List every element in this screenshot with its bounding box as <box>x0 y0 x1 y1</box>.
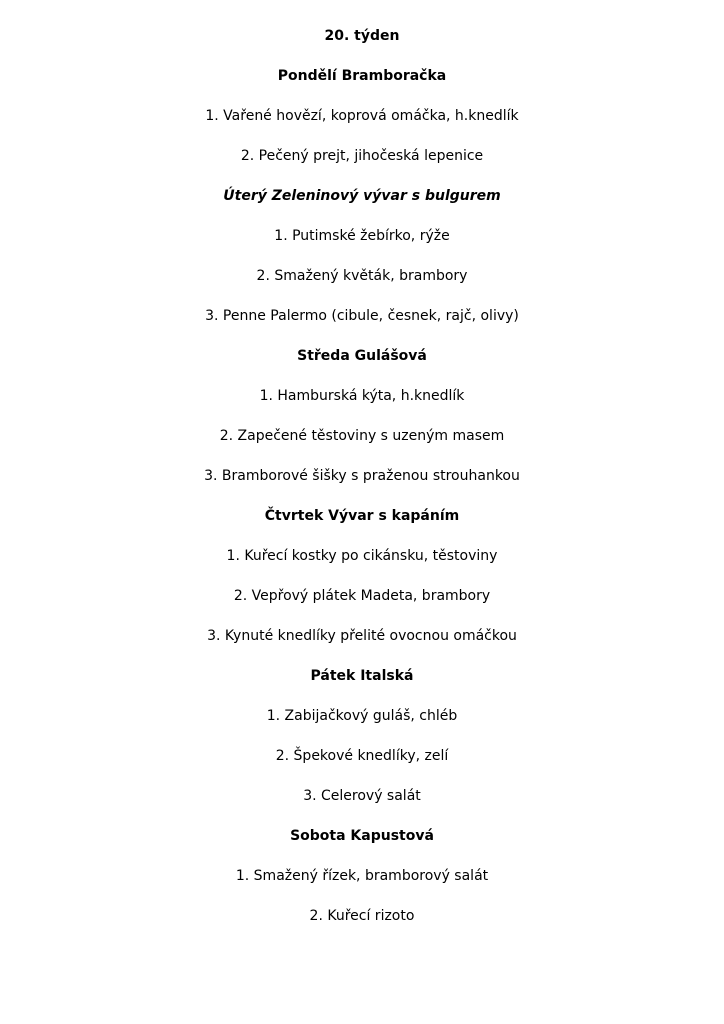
menu-item: 2. Vepřový plátek Madeta, brambory <box>233 588 491 604</box>
day-heading-monday: Pondělí Bramboračka <box>277 68 447 84</box>
menu-item: 3. Kynuté knedlíky přelité ovocnou omáčkou <box>207 628 517 644</box>
menu-item: 1. Smažený řízek, bramborový salát <box>235 868 489 884</box>
menu-item: 2. Špekové knedlíky, zelí <box>275 748 449 764</box>
menu-item: 3. Bramborové šišky s praženou strouhankou <box>204 468 520 484</box>
day-heading-saturday: Sobota Kapustová <box>290 828 434 844</box>
menu-item: 3. Penne Palermo (cibule, česnek, rajč, olivy) <box>205 308 519 324</box>
day-heading-tuesday: Úterý Zeleninový vývar s bulgurem <box>223 188 501 204</box>
menu-item: 2. Zapečené těstoviny s uzeným masem <box>219 428 505 444</box>
menu-item: 2. Pečený prejt, jihočeská lepenice <box>240 148 484 164</box>
day-heading-wednesday: Středa Gulášová <box>297 348 427 364</box>
week-title: 20. týden <box>324 28 400 44</box>
day-heading-friday: Pátek Italská <box>310 668 414 684</box>
menu-item: 1. Vařené hovězí, koprová omáčka, h.knedlík <box>205 108 519 124</box>
menu-item: 2. Smažený květák, brambory <box>256 268 468 284</box>
menu-item: 1. Hamburská kýta, h.knedlík <box>259 388 465 404</box>
menu-item: 2. Kuřecí rizoto <box>309 908 415 924</box>
menu-item: 1. Kuřecí kostky po cikánsku, těstoviny <box>226 548 498 564</box>
menu-item: 1. Zabijačkový guláš, chléb <box>266 708 458 724</box>
day-heading-thursday: Čtvrtek Vývar s kapáním <box>264 508 460 524</box>
menu-item: 3. Celerový salát <box>303 788 421 804</box>
menu-item: 1. Putimské žebírko, rýže <box>274 228 450 244</box>
